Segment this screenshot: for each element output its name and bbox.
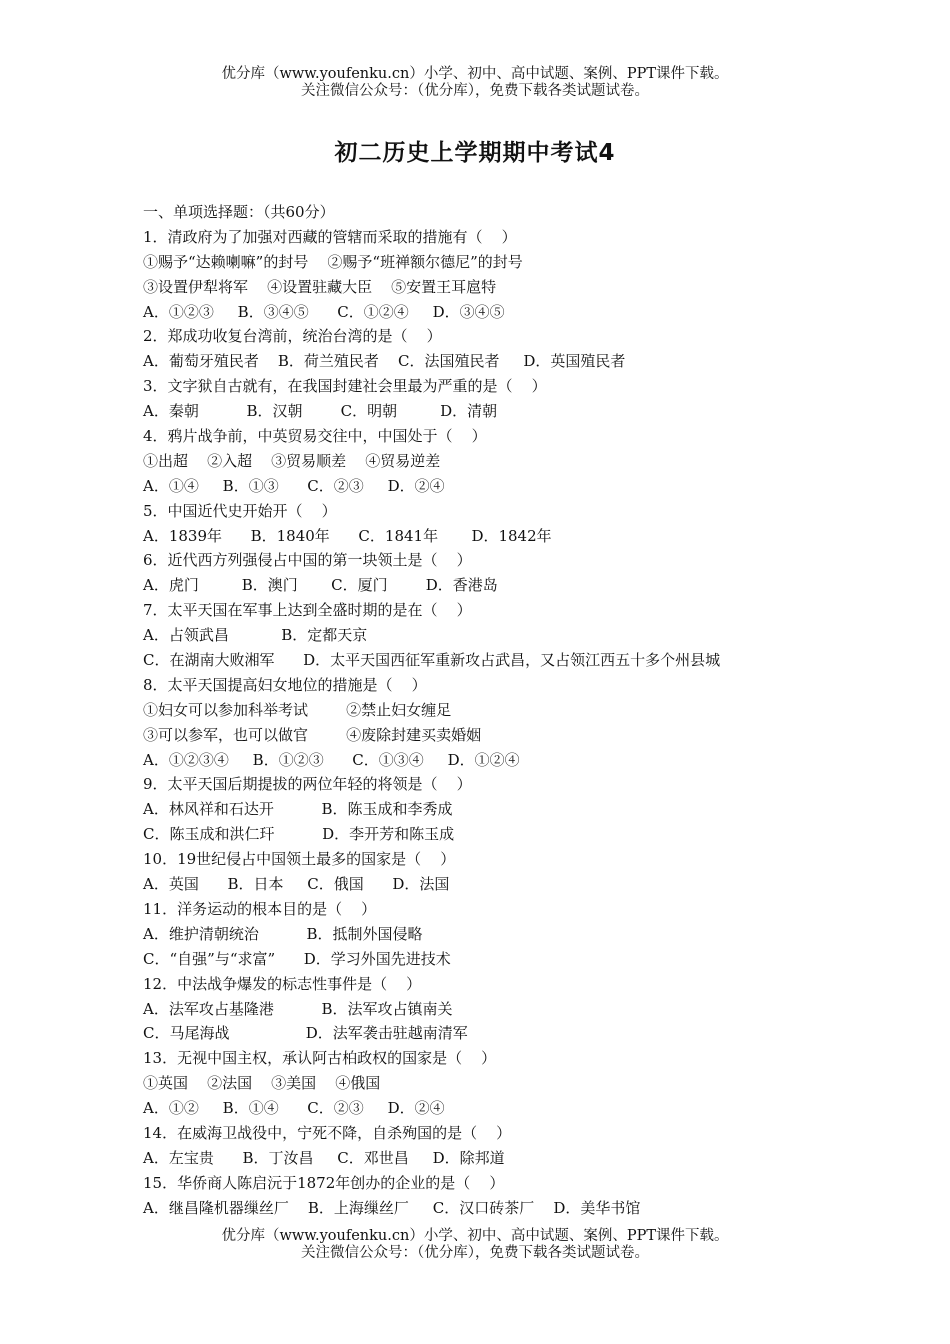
question-12-options-b: C．马尾海战 D．法军袭击驻越南清军 — [143, 1024, 468, 1043]
question-11-options-a: A．维护清朝统治 B．抵制外国侵略 — [143, 924, 423, 943]
question-4: 4．鸦片战争前，中英贸易交往中，中国处于（ ） — [143, 427, 487, 446]
question-14: 14．在威海卫战役中，宁死不降，自杀殉国的是（ ） — [143, 1123, 512, 1142]
footer-line-1: 优分库（www.youfenku.cn）小学、初中、高中试题、案例、PPT课件下载。 — [221, 1228, 729, 1244]
header-line-2: 关注微信公众号：（优分库），免费下载各类试题试卷。 — [301, 83, 649, 99]
question-4-options: A．①④ B．①③ C．②③ D．②④ — [143, 476, 445, 495]
question-13-options: A．①② B．①④ C．②③ D．②④ — [143, 1099, 445, 1118]
question-4-items: ①出超 ②入超 ③贸易顺差 ④贸易逆差 — [143, 451, 441, 470]
page-footer — [0, 1228, 950, 1262]
question-7: 7．太平天国在军事上达到全盛时期的是在（ ） — [143, 601, 472, 620]
question-5: 5．中国近代史开始开（ ） — [143, 501, 337, 520]
question-8: 8．太平天国提高妇女地位的措施是（ ） — [143, 675, 427, 694]
header-line-1: 优分库（www.youfenku.cn）小学、初中、高中试题、案例、PPT课件下载。 — [221, 66, 729, 82]
question-6-options: A．虎门 B．澳门 C．厦门 D．香港岛 — [143, 576, 498, 595]
question-12-options-a: A．法军攻占基隆港 B．法军攻占镇南关 — [143, 999, 453, 1018]
question-13: 13．无视中国主权，承认阿古柏政权的国家是（ ） — [143, 1049, 497, 1068]
question-10-options: A．英国 B．日本 C．俄国 D．法国 — [143, 875, 450, 894]
question-7-options-a: A．占领武昌 B．定都天京 — [143, 626, 368, 645]
question-9-options-a: A．林风祥和石达开 B．陈玉成和李秀成 — [143, 800, 453, 819]
question-13-items: ①英国 ②法国 ③美国 ④俄国 — [143, 1074, 381, 1093]
question-3-options: A．秦朝 B．汉朝 C．明朝 D．清朝 — [143, 402, 498, 421]
document-title: 初二历史上学期期中考试4 — [334, 140, 616, 166]
question-9-options-b: C．陈玉成和洪仁玕 D．李开芳和陈玉成 — [143, 825, 455, 844]
section-heading: 一、单项选择题：（共60分） — [143, 203, 335, 221]
question-9: 9．太平天国后期提拔的两位年轻的将领是（ ） — [143, 775, 472, 794]
question-11-options-b: C．“自强”与“求富” D．学习外国先进技术 — [143, 949, 451, 968]
question-11: 11．洋务运动的根本目的是（ ） — [143, 899, 377, 918]
question-2-options: A．葡萄牙殖民者 B．荷兰殖民者 C．法国殖民者 D．英国殖民者 — [143, 352, 626, 371]
question-2: 2．郑成功收复台湾前，统治台湾的是（ ） — [143, 327, 442, 346]
footer-line-2: 关注微信公众号：（优分库），免费下载各类试题试卷。 — [301, 1245, 649, 1261]
question-1-items-b: ③设置伊犁将军 ④设置驻藏大臣 ⑤安置王耳扈特 — [143, 277, 497, 296]
question-8-items-b: ③可以参军，也可以做官 ④废除封建买卖婚姻 — [143, 725, 482, 744]
question-10: 10．19世纪侵占中国领土最多的国家是（ ） — [143, 850, 456, 869]
question-6: 6．近代西方列强侵占中国的第一块领土是（ ） — [143, 551, 472, 570]
question-12: 12．中法战争爆发的标志性事件是（ ） — [143, 974, 422, 993]
exam-content — [143, 200, 903, 1221]
question-8-items-a: ①妇女可以参加科举考试 ②禁止妇女缠足 — [143, 700, 452, 719]
question-1-options: A．①②③ B．③④⑤ C．①②④ D．③④⑤ — [143, 302, 505, 321]
question-3: 3．文字狱自古就有，在我国封建社会里最为严重的是（ ） — [143, 377, 547, 396]
question-15: 15．华侨商人陈启沅于1872年创办的企业的是（ ） — [143, 1173, 505, 1192]
question-1-items-a: ①赐予“达赖喇嘛”的封号 ②赐予“班禅额尔德尼”的封号 — [143, 252, 523, 271]
question-14-options: A．左宝贵 B．丁汝昌 C．邓世昌 D．除邦道 — [143, 1148, 505, 1167]
question-7-options-b: C．在湖南大败湘军 D．太平天国西征军重新攻占武昌，又占领江西五十多个州县城 — [143, 651, 721, 670]
question-5-options: A．1839年 B．1840年 C．1841年 D．1842年 — [143, 526, 552, 545]
page-header — [0, 66, 950, 100]
question-15-options: A．继昌隆机器缫丝厂 B．上海缫丝厂 C．汉口砖茶厂 D．美华书馆 — [143, 1198, 641, 1217]
question-1: 1．清政府为了加强对西藏的管辖而采取的措施有（ ） — [143, 227, 517, 246]
question-8-options: A．①②③④ B．①②③ C．①③④ D．①②④ — [143, 750, 520, 769]
